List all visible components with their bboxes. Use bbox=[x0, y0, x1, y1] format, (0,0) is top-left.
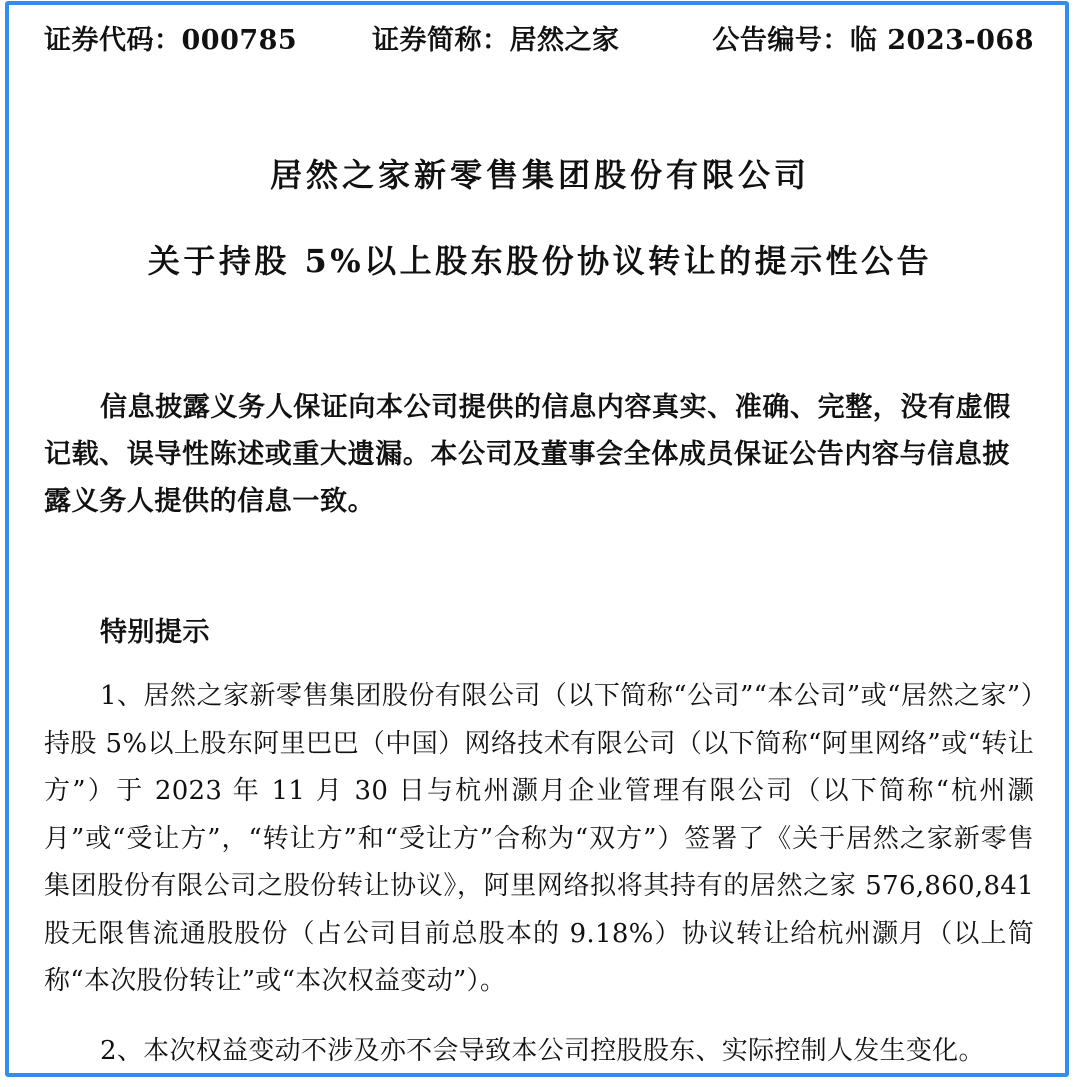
announcement-number: 公告编号：临 2023-068 bbox=[712, 25, 1034, 56]
notice-item-2: 2、本次权益变动不涉及亦不会导致本公司控股股东、实际控制人发生变化。 bbox=[100, 1036, 985, 1066]
document-header bbox=[44, 18, 1034, 58]
special-notice-heading: 特别提示 bbox=[100, 617, 210, 648]
disclosure-statement: 信息披露义务人保证向本公司提供的信息内容真实、准确、完整，没有虚假记载、误导性陈述或重大遗漏。本公司及董事会全体成员保证公告内容与信息披露义务人提供的信息一致。 bbox=[44, 392, 1011, 517]
security-code: 证券代码：000785 bbox=[44, 25, 298, 56]
security-abbreviation: 证券简称：居然之家 bbox=[372, 25, 620, 56]
company-title: 居然之家新零售集团股份有限公司 bbox=[269, 156, 810, 194]
notice-item-1: 1、居然之家新零售集团股份有限公司（以下简称“公司”“本公司”或“居然之家”）持股 5%以上股东阿里巴巴（中国）网络技术有限公司（以下简称“阿里网络”或“转让方”）于 2023 年 11 月 30 日与杭州灏月企业管理有限公司（以下简称“杭州灏月”或“受让方”，“转让方”和“受让方”合称为“双方”）签署了《关于居然之家新零售集团股份有限公司之股份转让协议》，阿里网络拟将其持有的居然之家 576,860,841 股无限售流通股股份（占公司目前总股本的 9.18%）协议转让给杭州灏月（以上简称“本次股份转让”或“本次权益变动”）。 bbox=[44, 681, 1034, 996]
announcement-title: 关于持股 5%以上股东股份协议转让的提示性公告 bbox=[147, 242, 933, 280]
